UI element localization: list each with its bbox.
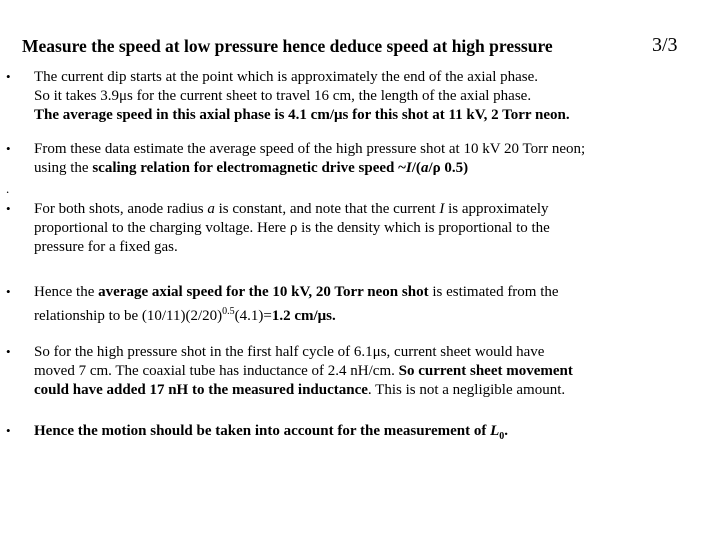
text-run: Hence the [34,284,99,300]
text-line-bold: The average speed in this axial phase is 4.1 cm/μs for this shot at 11 kV, 2 Torr neon. [34,107,570,123]
bullet-marker: • [6,201,11,216]
radius-symbol: a [420,160,429,176]
current-symbol: I [439,201,445,217]
bullet-marker: • [6,141,11,156]
text-line [34,283,718,302]
text-run: /ρ 0.5) [428,160,469,176]
text-run: . This is not a negligible amount. [367,382,566,398]
text-line [34,200,718,219]
text-run: Hence the motion should be taken into account for the measurement of [34,423,491,439]
text-run: is approximately [444,201,549,217]
text-run: For both shots, anode radius [34,201,208,217]
bold-run: could have added 17 nH to the measured inductance [34,382,368,398]
slide-title: Measure the speed at low pressure hence deduce speed at high pressure [22,36,553,56]
text-line: So for the high pressure shot in the first half cycle of 6.1μs, current sheet would have [34,344,545,360]
text-line [34,422,718,446]
subscript: 0 [499,431,505,442]
text-run: is constant, and note that the current [214,201,440,217]
page-number: 3/3 [652,34,678,56]
text-line [34,159,718,178]
paragraph-motion-conclusion [34,422,718,446]
text-line: So it takes 3.9μs for the current sheet to travel 16 cm, the length of the axial phase. [34,88,532,104]
text-line: pressure for a fixed gas. [34,239,178,255]
bullet-marker: • [6,284,11,299]
text-line: The current dip starts at the point which is approximately the end of the axial phase. [34,69,539,85]
text-run: is estimated from the [428,284,559,300]
text-line [34,302,718,326]
text-line: From these data estimate the average speed of the high pressure shot at 10 kV 20 Torr neon; [34,141,586,157]
scaling-relation-text: scaling relation for electromagnetic drive speed ~ [92,160,406,176]
text-line [34,381,718,400]
bold-run: average axial speed for the 10 kV, 20 Torr neon shot [98,284,429,300]
bold-run: So current sheet movement [398,363,573,379]
text-run: using the [34,160,93,176]
bullet-marker: • [6,69,11,84]
bullet-marker: • [6,344,11,359]
exponent: 0.5 [222,306,235,317]
text-line [34,362,718,381]
empty-bullet-marker: . [6,181,10,196]
text-run: moved 7 cm. The coaxial tube has inductance of 2.4 nH/cm. [34,363,399,379]
text-run: (4.1)= [234,308,272,324]
paragraph-current-dip [34,68,718,125]
current-symbol: I [405,160,412,176]
radius-symbol: a [207,201,215,217]
inductance-symbol: L [490,423,500,439]
text-run: relationship to be (10/11)(2/20) [34,308,223,324]
paragraph-average-axial-speed [34,283,718,326]
text-run: /( [411,160,421,176]
paragraph-high-pressure-shot [34,343,718,400]
result-value: 1.2 cm/μs. [271,308,336,324]
paragraph-estimate-speed [34,140,718,178]
text-run: . [504,423,509,439]
bullet-marker: • [6,423,11,438]
text-line: proportional to the charging voltage. Here ρ is the density which is proportional to the [34,220,550,236]
paragraph-both-shots [34,200,718,257]
